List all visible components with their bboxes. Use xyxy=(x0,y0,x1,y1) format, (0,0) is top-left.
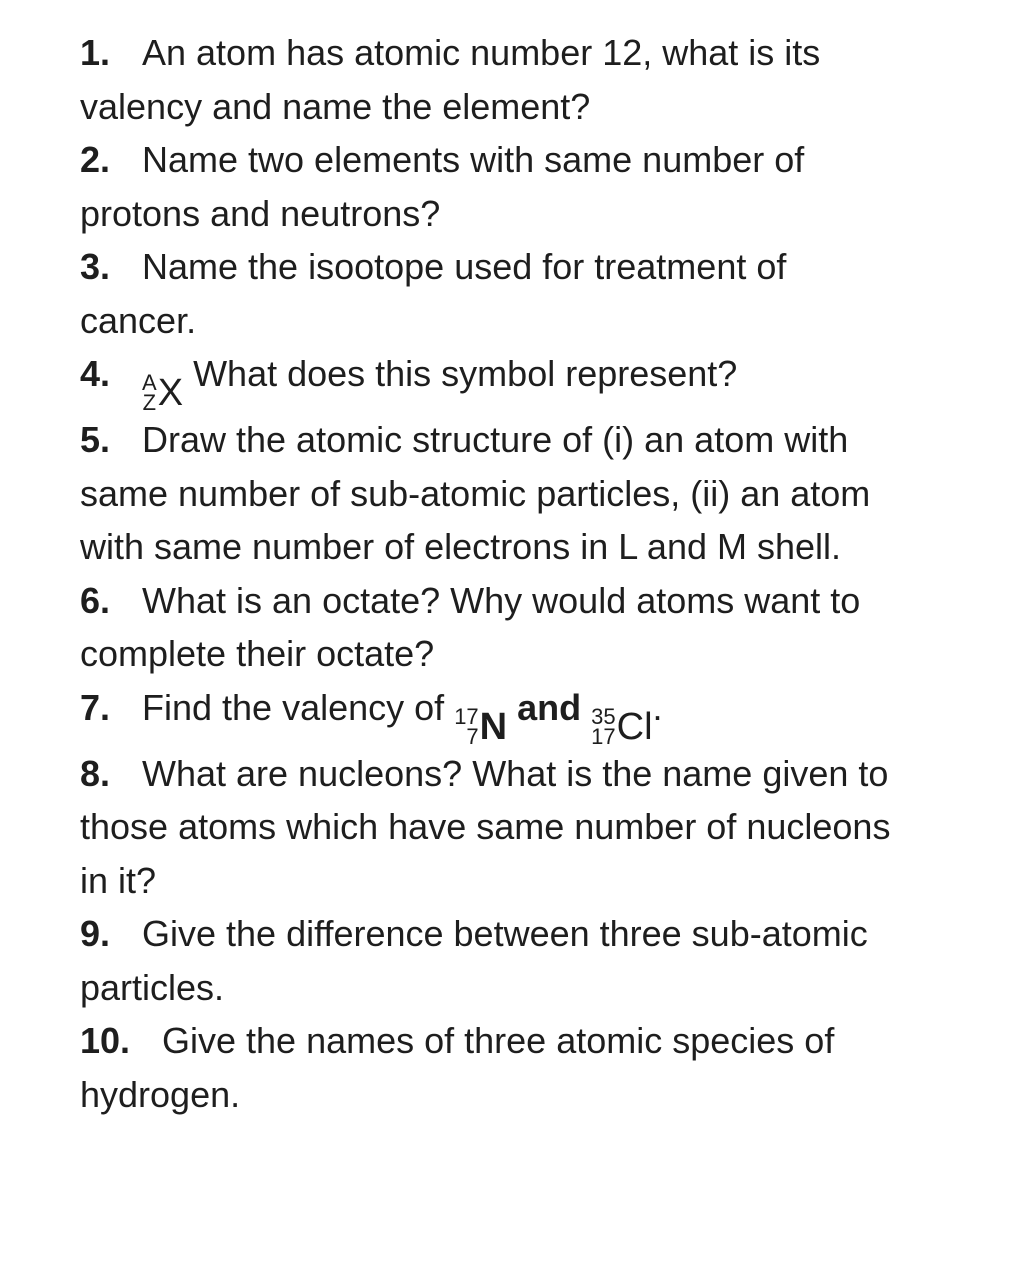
mass-number: 17 xyxy=(454,703,479,729)
atomic-number: 7 xyxy=(466,723,479,749)
question-7 xyxy=(80,681,910,747)
question-number: 4. xyxy=(80,353,111,394)
question-number: 9. xyxy=(80,913,111,954)
question-number: 6. xyxy=(80,579,111,621)
question-number: 3. xyxy=(80,246,111,287)
question-6 xyxy=(80,574,910,681)
question-number: 2. xyxy=(80,139,111,180)
question-8 xyxy=(80,747,910,908)
question-1 xyxy=(80,26,910,133)
question-number: 7. xyxy=(80,686,111,728)
question-text: What is an octate? Why would atoms want to complete their octate? xyxy=(80,579,861,674)
question-text: Find the valency of xyxy=(142,686,445,728)
question-9 xyxy=(80,907,910,1014)
question-number: 8. xyxy=(80,752,111,794)
element-symbol: N xyxy=(479,705,508,748)
element-symbol: X xyxy=(157,372,184,414)
question-10 xyxy=(80,1014,910,1121)
question-3 xyxy=(80,240,910,347)
question-list xyxy=(80,26,910,1121)
question-text: Draw the atomic structure of (i) an atom with same number of sub-atomic particles, (ii) an atom with same number of electrons in L and M shell. xyxy=(80,419,871,567)
nuclide-scripts xyxy=(454,703,479,749)
atomic-number: Z xyxy=(142,390,157,415)
question-number: 1. xyxy=(80,32,111,73)
mass-number: A xyxy=(142,370,157,395)
nuclide-notation-nitrogen xyxy=(454,703,508,749)
question-text: Give the names of three atomic species of hydrogen. xyxy=(80,1020,835,1115)
nuclide-notation-x xyxy=(142,370,184,415)
connector-text: and xyxy=(517,686,582,728)
question-text: An atom has atomic number 12, what is its valency and name the element? xyxy=(80,32,821,127)
question-text: Give the difference between three sub-atomic particles. xyxy=(80,913,868,1008)
nuclide-scripts xyxy=(142,370,157,415)
question-number: 10. xyxy=(80,1020,131,1061)
question-number: 5. xyxy=(80,419,111,460)
mass-number: 35 xyxy=(591,703,616,729)
question-text: What are nucleons? What is the name given to those atoms which have same number of nucleons in it? xyxy=(80,752,891,901)
sentence-end: . xyxy=(652,686,663,728)
element-symbol: Cl xyxy=(616,705,653,748)
question-text: Name the isootope used for treatment of cancer. xyxy=(80,246,787,341)
question-5 xyxy=(80,413,910,574)
question-text: What does this symbol represent? xyxy=(193,353,738,394)
atomic-number: 17 xyxy=(591,723,616,749)
nuclide-scripts xyxy=(591,703,616,749)
question-4 xyxy=(80,347,910,413)
question-2 xyxy=(80,133,910,240)
question-text: Name two elements with same number of protons and neutrons? xyxy=(80,139,805,234)
nuclide-notation-chlorine xyxy=(591,703,653,749)
